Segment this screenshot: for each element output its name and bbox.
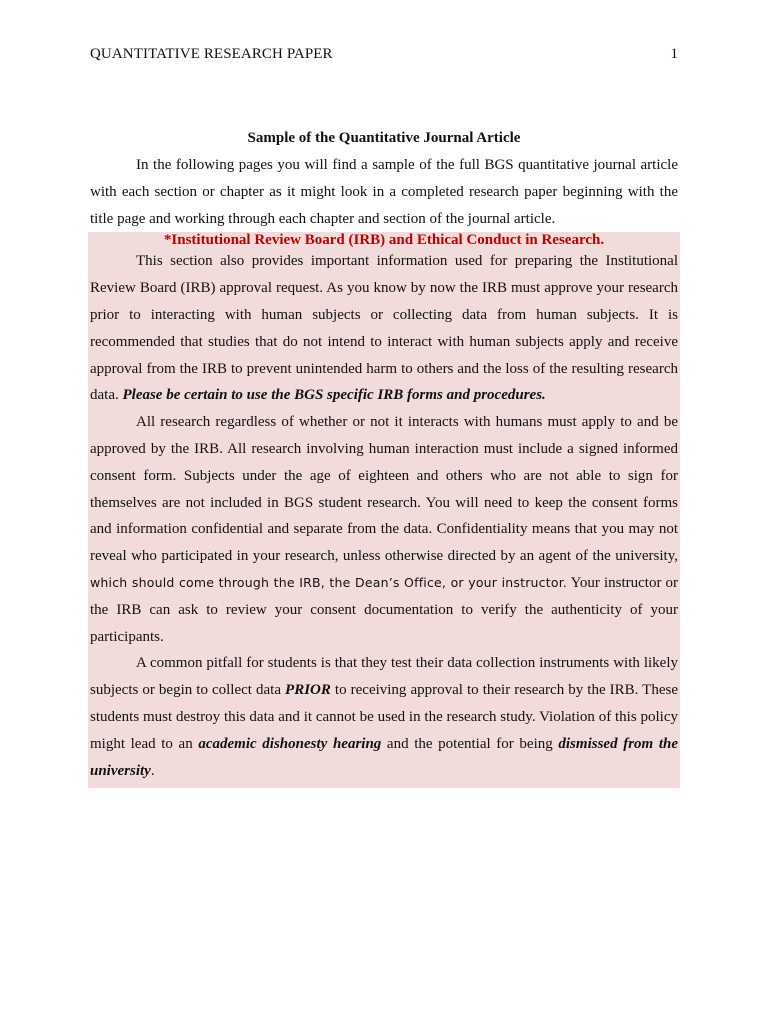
irb-p1-text: This section also provides important information used for preparing the Institutional Review Board (IRB) approval request. As you know by now the IRB must approve your research prior to interacting with human subjects or collecting data from human subjects. It is recommended that studies that do not intend to interact with human subjects apply and receive approval from the IRB to prevent unintended harm to others and the loss of the resulting research data. [90, 253, 678, 404]
irb-p3-dismissed: dismissed from the university [90, 735, 678, 779]
irb-p3-end: . [150, 762, 155, 779]
page-body [90, 125, 678, 788]
irb-p2-sans-run: which should come through the IRB, the Dean’s Office, or your instructor. [90, 574, 568, 590]
irb-paragraph-3 [90, 650, 678, 784]
article-title: Sample of the Quantitative Journal Article [247, 130, 521, 146]
irb-p1-emphasis: Please be certain to use the BGS specific IRB forms and procedures. [122, 387, 546, 404]
irb-p3-b: to receiving approval to their research by the IRB. These students must destroy this data and it cannot be used in the research study. Violation of this policy might lead to an [90, 682, 678, 752]
irb-section [88, 232, 680, 788]
irb-p3-a: A common pitfall for students is that they test their data collection instruments with likely subjects or begin to collect data [90, 655, 678, 699]
irb-p2-text: All research regardless of whether or not it interacts with humans must apply to and be approved by the IRB. All research involving human interaction must include a signed informed consent form. Subjects under the age of eighteen and others who are not able to sign for themselves are not included in BGS student research. You will need to keep the consent forms and information confidential and separate from the data. Confidentiality means that you may not reveal who participated in your research, unless otherwise directed by an agent of the university, [90, 414, 678, 565]
irb-heading: *Institutional Review Board (IRB) and Ethical Conduct in Research. [163, 232, 605, 249]
irb-p3-prior: PRIOR [285, 682, 331, 699]
running-head: QUANTITATIVE RESEARCH PAPER [90, 46, 333, 62]
irb-paragraph-1 [90, 248, 678, 409]
intro-paragraph: In the following pages you will find a sample of the full BGS quantitative journal article with each section or chapter as it might look in a completed research paper beginning with the title page and working through each chapter and section of the journal article. [90, 157, 678, 227]
page-number: 1 [670, 46, 678, 62]
irb-paragraph-2 [90, 409, 678, 650]
irb-p3-c: and the potential for being [381, 735, 559, 752]
irb-p3-hearing: academic dishonesty hearing [198, 735, 382, 752]
irb-p2-tail: Your instructor or the IRB can ask to review your consent documentation to verify the authenticity of your participants. [90, 574, 678, 645]
